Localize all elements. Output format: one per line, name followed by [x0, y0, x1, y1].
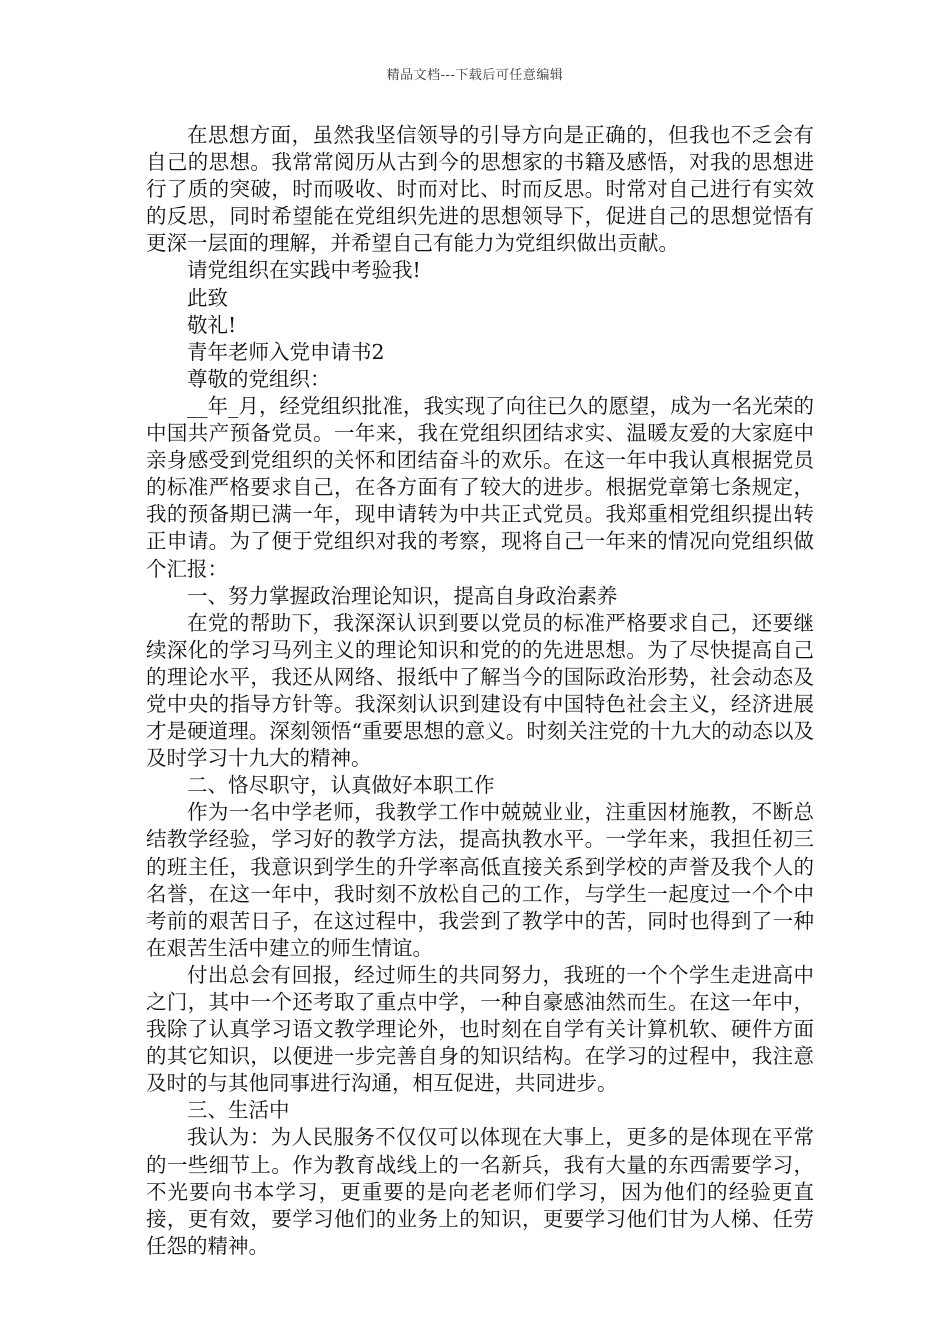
- document-subtitle: 青年老师入党申请书2: [187, 339, 385, 364]
- closing-respect: 敬礼!: [187, 312, 237, 337]
- section-heading-2: 二、恪尽职守，认真做好本职工作: [187, 773, 495, 798]
- paragraph-teaching: 作为一名中学老师，我教学工作中兢兢业业，注重因材施教，不断总结教学经验，学习好的教学方法，提高执教水平。一学年来，我担任初三的班主任，我意识到学生的升学率高低直接关系到学校的声誉及我个人的名誉，在这一年中，我时刻不放松自己的工作，与学生一起度过一个个中考前的艰苦日子，在这过程中，我尝到了教学中的苦，同时也得到了一种在艰苦生活中建立的师生情谊。: [146, 800, 814, 960]
- closing-salutation: 此致: [187, 285, 228, 310]
- paragraph-thought: 在思想方面，虽然我坚信领导的引导方向是正确的，但我也不乏会有自己的思想。我常常阅历从古到今的思想家的书籍及感悟，对我的思想进行了质的突破，时而吸收、时而对比、时而反思。时常对自己进行有实效的反思，同时希望能在党组织先进的思想领导下，促进自己的思想觉悟有更深一层面的理解，并希望自己有能力为党组织做出贡献。: [146, 123, 814, 256]
- section-heading-3: 三、生活中: [187, 1098, 290, 1123]
- section-heading-1: 一、努力掌握政治理论知识，提高自身政治素养: [187, 583, 618, 608]
- document-body: [146, 122, 814, 1260]
- page-header: 精品文档---下载后可任意编辑: [386, 68, 564, 83]
- paragraph-life: 我认为：为人民服务不仅仅可以体现在大事上，更多的是体现在平常的一些细节上。作为教育战线上的一名新兵，我有大量的东西需要学习，不光要向书本学习，更重要的是向老老师们学习，因为他们的经验更直接，更有效，要学习他们的业务上的知识，更要学习他们甘为人梯、任劳任怨的精神。: [146, 1125, 814, 1258]
- paragraph-request-test: 请党组织在实践中考验我!: [187, 258, 421, 283]
- paragraph-theory: 在党的帮助下，我深深认识到要以党员的标准严格要求自己，还要继续深化的学习马列主义的理论知识和党的的先进思想。为了尽快提高自己的理论水平，我还从网络、报纸中了解当今的国际政治形势，社会动态及党中央的指导方针等。我深刻认识到建设有中国特色社会主义，经济进展才是硬道理。深刻领悟“重要思想的意义。时刻关注党的十九大的动态以及及时学习十九大的精神。: [146, 610, 814, 771]
- paragraph-reward: 付出总会有回报，经过师生的共同努力，我班的一个个学生走进高中之门，其中一个还考取了重点中学，一种自豪感油然而生。在这一年中，我除了认真学习语文教学理论外，也时刻在自学有关计算机软、硬件方面的其它知识，以便进一步完善自身的知识结构。在学习的过程中，我注意及时的与其他同事进行沟通，相互促进，共同进步。: [146, 962, 814, 1096]
- paragraph-intro: __年_月，经党组织批准，我实现了向往已久的愿望，成为一名光荣的中国共产预备党员。一年来，我在党组织团结求实、温暖友爱的大家庭中亲身感受到党组织的关怀和团结奋斗的欢乐。在这一年中我认真根据党员的标准严格要求自己，在各方面有了较大的进步。根据党章第七条规定，我的预备期已满一年，现申请转为中共正式党员。我郑重相党组织提出转正申请。为了便于党组织对我的考察，现将自己一年来的情况向党组织做个汇报：: [146, 393, 814, 581]
- greeting: 尊敬的党组织：: [187, 366, 331, 391]
